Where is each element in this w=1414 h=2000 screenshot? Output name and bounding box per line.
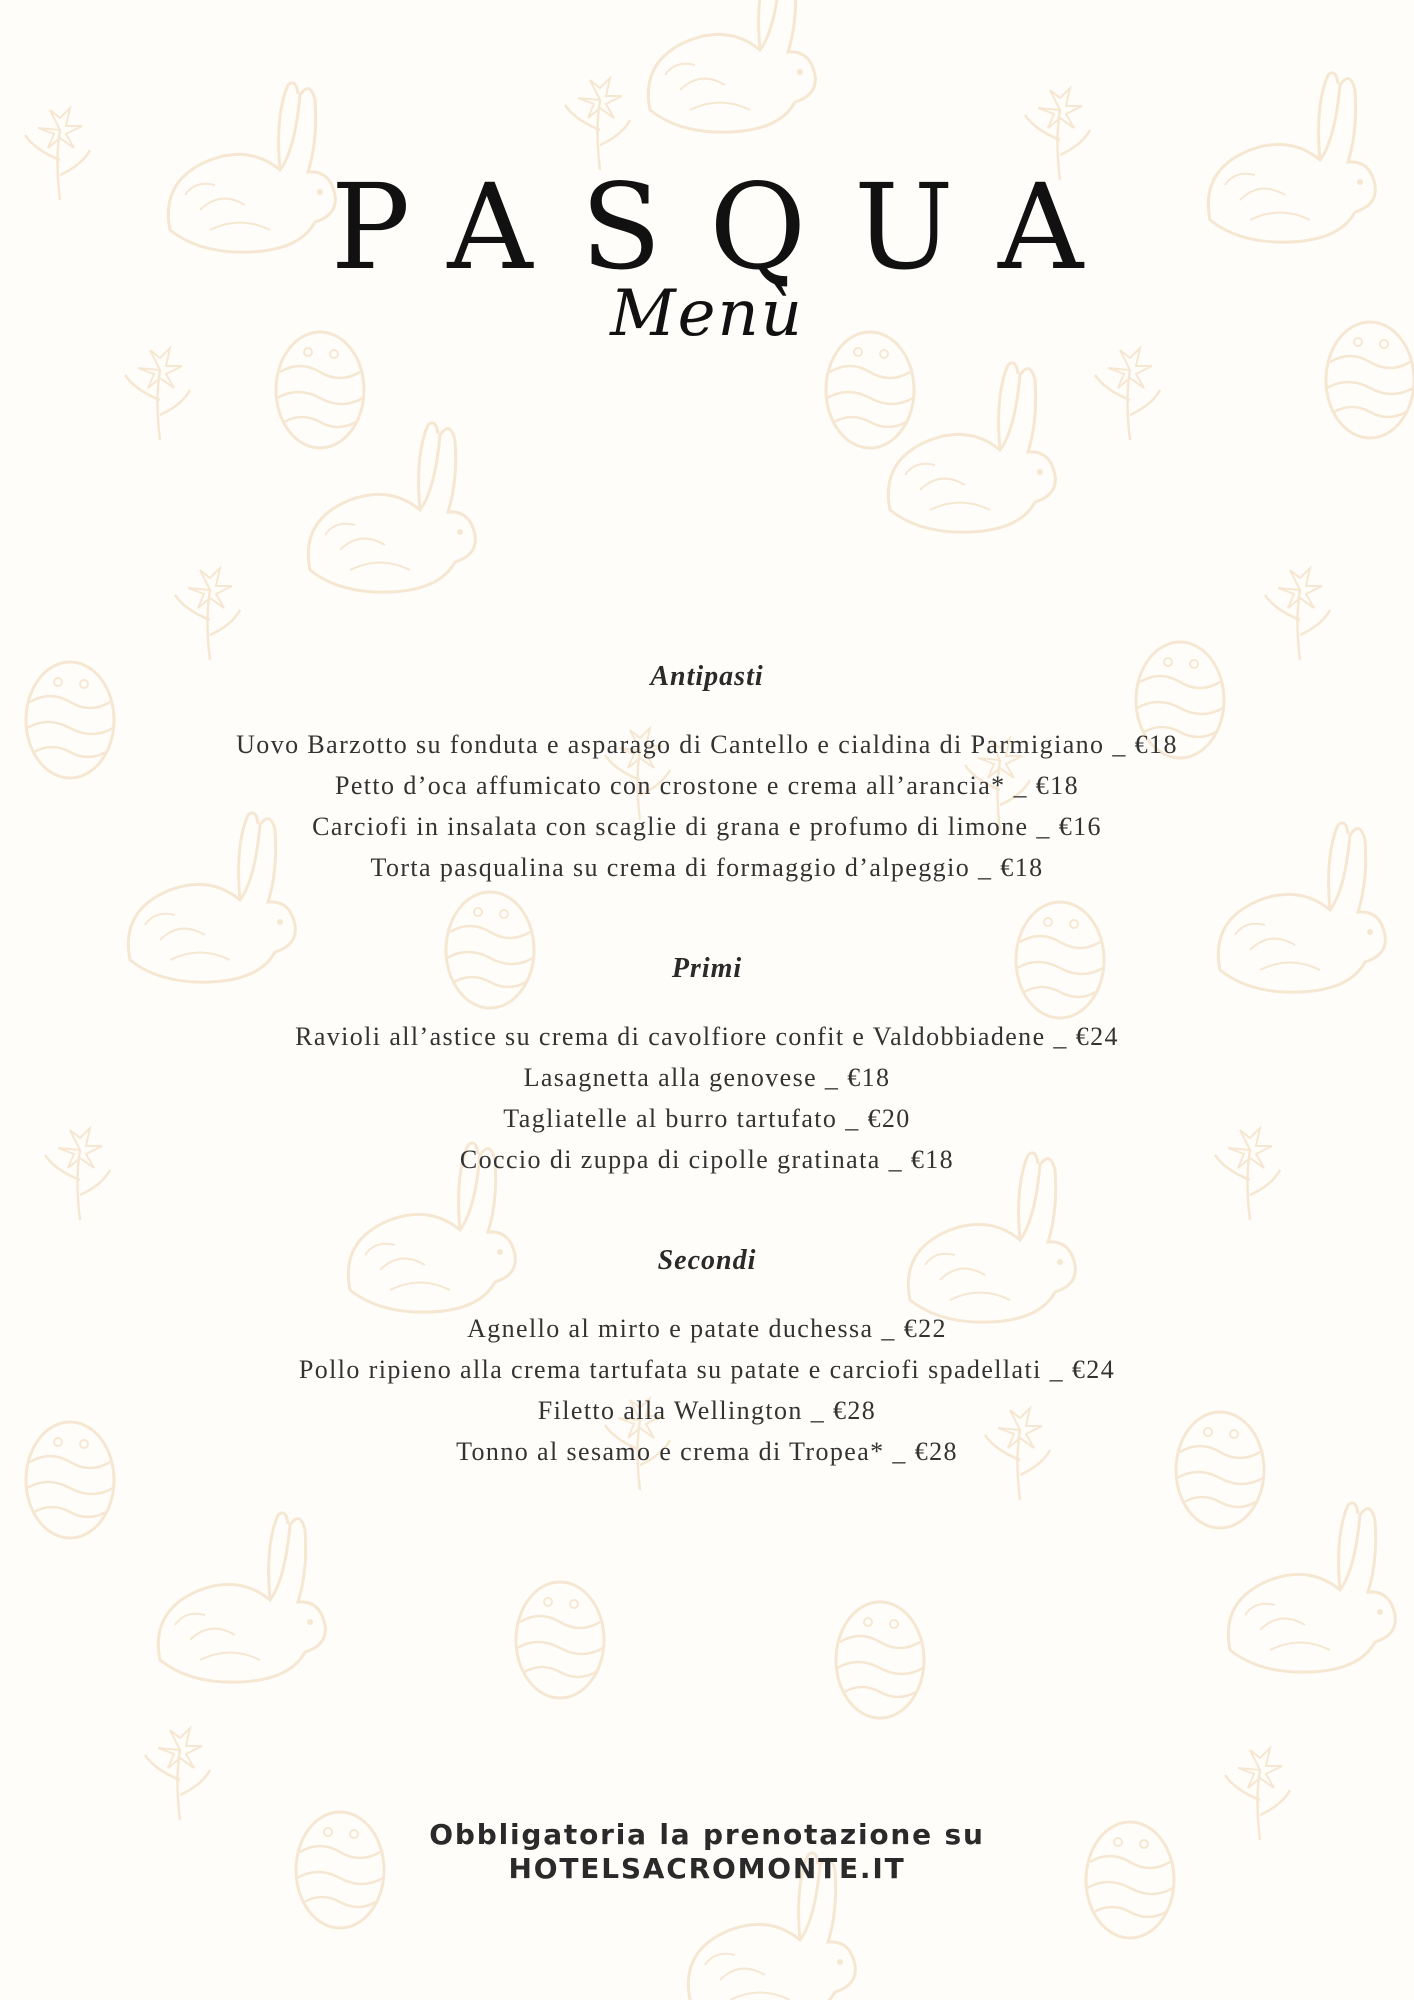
section-heading: Antipasti bbox=[650, 661, 764, 692]
booking-notice bbox=[0, 1818, 1414, 1886]
menu-item: Filetto alla Wellington _ €28 bbox=[537, 1396, 877, 1425]
section-antipasti bbox=[0, 660, 1414, 888]
menu-item: Torta pasqualina su crema di formaggio d’alpeggio _ €18 bbox=[370, 853, 1044, 882]
menu-item: Tonno al sesamo e crema di Tropea* _ €28 bbox=[456, 1437, 958, 1466]
menu-item: Pollo ripieno alla crema tartufata su patate e carciofi spadellati _ €24 bbox=[298, 1355, 1116, 1384]
booking-notice-text: Obbligatoria la prenotazione su bbox=[429, 1818, 985, 1851]
section-heading: Secondi bbox=[657, 1245, 757, 1276]
section-secondi bbox=[0, 1244, 1414, 1472]
section-heading: Primi bbox=[671, 953, 743, 984]
page-subtitle: Menù bbox=[610, 277, 804, 351]
section-primi bbox=[0, 952, 1414, 1180]
menu-item: Uovo Barzotto su fonduta e asparago di Cantello e cialdina di Parmigiano _ €18 bbox=[236, 730, 1178, 759]
menu-item: Lasagnetta alla genovese _ €18 bbox=[523, 1063, 891, 1092]
menu-item: Petto d’oca affumicato con crostone e crema all’arancia* _ €18 bbox=[335, 771, 1079, 800]
page-title: PASQUA bbox=[330, 158, 1132, 296]
booking-website-link[interactable]: HOTELSACROMONTE.IT bbox=[508, 1852, 906, 1885]
menu-item: Agnello al mirto e patate duchessa _ €22 bbox=[467, 1314, 947, 1343]
menu-item: Coccio di zuppa di cipolle gratinata _ €18 bbox=[459, 1145, 955, 1174]
menu-item: Ravioli all’astice su crema di cavolfiore confit e Valdobbiadene _ €24 bbox=[295, 1022, 1119, 1051]
menu-item: Carciofi in insalata con scaglie di grana e profumo di limone _ €16 bbox=[312, 812, 1102, 841]
menu-item: Tagliatelle al burro tartufato _ €20 bbox=[503, 1104, 911, 1133]
